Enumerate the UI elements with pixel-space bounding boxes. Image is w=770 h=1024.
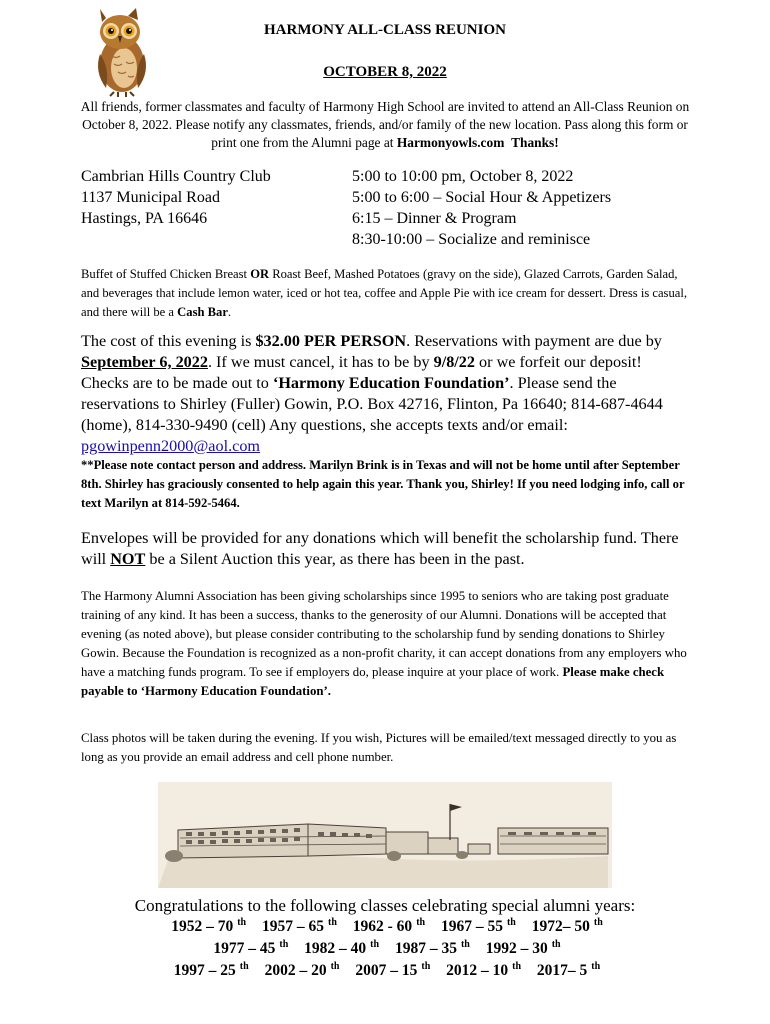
menu-text: Roast Beef, Mashed Potatoes (gravy on the side), Glazed Carrots, Garden Salad, and beverages that include lemon water, iced or hot tea, coffee and Apple Pie with ice cream for dessert. Dress is casual, and there will be a (81, 267, 687, 319)
event-schedule (352, 166, 611, 250)
menu-text: Buffet of Stuffed Chicken Breast (81, 267, 248, 281)
class-year: 1992 – 30 $^{th}$ (485, 939, 561, 957)
cost-text: or we forfeit our deposit! Checks are to be made out to (81, 353, 642, 392)
scholarship-paragraph (81, 587, 691, 701)
due-date: September 6, 2022 (81, 353, 208, 371)
alumni-site: Harmonyowls.com (396, 135, 505, 150)
intro-paragraph (78, 98, 692, 152)
class-year: 1977 – 45 $^{th}$ (213, 939, 289, 957)
scholarship-text: The Harmony Alumni Association has been giving scholarships since 1995 to seniors who are taking post graduate training of any kind. It has been a success, thanks to the generosity of our Alumni. Donations will be accepted that evening (as noted above), but please consider contributing to the scholarship fund by sending donations to Shirley Gowin. Because the Foundation is recognized as a non-profit charity, it can accept donations from any employers who have a matching funds program. To see if employers do, please inquire at your place of work. (81, 589, 687, 679)
schedule-item: 8:30-10:00 – Socialize and reminisce (352, 231, 591, 248)
donation-text: Envelopes will be provided for any donations which will benefit the scholarship fund. There will (81, 529, 679, 568)
venue-street: 1137 Municipal Road (81, 189, 220, 206)
class-year: 1982 – 40 $^{th}$ (304, 939, 380, 957)
contact-note: **Please note contact person and address. Marilyn Brink is in Texas and will not be home until after September 8th. Shirley has graciously consented to help again this year. Thank you, Shirley! If you need lodging info, call or text Marilyn at 814-592-5464. (81, 458, 685, 510)
class-year: 1987 – 35 $^{th}$ (394, 939, 470, 957)
venue-city: Hastings, PA 16646 (81, 210, 208, 227)
intro-thanks: Thanks! (511, 135, 559, 150)
event-title: HARMONY ALL-CLASS REUNION (264, 22, 506, 38)
class-year: 2017– 5 $^{th}$ (536, 961, 601, 979)
photos-paragraph: Class photos will be taken during the evening. If you wish, Pictures will be emailed/text messaged directly to you as long as you provide an email address and cell phone number. (81, 731, 677, 764)
cost-text: The cost of this evening is (81, 332, 252, 350)
menu-end: . (227, 305, 232, 319)
cost-text: . Please send the reservations to Shirley (Fuller) Gowin, P.O. Box 42716, Flinton, Pa 16640; 814-687-4644 (home), 814-330-9490 (cell) Any questions, she accepts texts and/or email: (81, 374, 663, 434)
class-year: 1962 - 60 $^{th}$ (352, 917, 426, 935)
class-years-row (0, 916, 770, 937)
cost-text: . If we must cancel, it has to be by (207, 353, 430, 371)
venue-address (81, 166, 271, 229)
cash-bar: Cash Bar (177, 305, 228, 319)
cost-paragraph (81, 331, 691, 457)
email-link[interactable]: pgowinpenn2000@aol.com (81, 437, 261, 455)
class-year: 2012 – 10 $^{th}$ (446, 961, 522, 979)
class-year: 1957 – 65 $^{th}$ (261, 917, 337, 935)
price: $32.00 PER PERSON (255, 332, 407, 350)
cancel-date: 9/8/22 (433, 353, 475, 371)
schedule-item: 6:15 – Dinner & Program (352, 210, 517, 227)
class-year: 1997 – 25 $^{th}$ (173, 961, 249, 979)
school-building-image (158, 782, 612, 888)
class-years-row (0, 960, 770, 981)
menu-or: OR (250, 267, 270, 281)
class-year: 2002 – 20 $^{th}$ (264, 961, 340, 979)
venue-name: Cambrian Hills Country Club (81, 168, 271, 185)
not-emphasis: NOT (110, 550, 146, 568)
payable-note: Please make check payable to ‘Harmony Education Foundation’. (81, 665, 665, 698)
class-year: 1952 – 70 $^{th}$ (171, 917, 247, 935)
class-year: 2007 – 15 $^{th}$ (355, 961, 431, 979)
class-year: 1967 – 55 $^{th}$ (440, 917, 516, 935)
class-year: 1972– 50 $^{th}$ (531, 917, 603, 935)
donation-paragraph (81, 528, 696, 570)
event-date: OCTOBER 8, 2022 (323, 64, 447, 80)
payee: ‘Harmony Education Foundation’ (272, 374, 510, 392)
class-years-row (0, 938, 770, 959)
schedule-item: 5:00 to 10:00 pm, October 8, 2022 (352, 168, 574, 185)
cost-text: . Reservations with payment are due by (406, 332, 662, 350)
donation-text: be a Silent Auction this year, as there has been in the past. (149, 550, 525, 568)
intro-text: All friends, former classmates and faculty of Harmony High School are invited to attend an All-Class Reunion on October 8, 2022. Please notify any classmates, friends, and/or family of the new location. Pass along this form or print one from the Alumni page at (80, 99, 690, 150)
schedule-item: 5:00 to 6:00 – Social Hour & Appetizers (352, 189, 612, 206)
menu-paragraph (81, 265, 691, 322)
owl-icon (88, 6, 160, 98)
congratulations-heading: Congratulations to the following classes celebrating special alumni years: (134, 896, 636, 915)
